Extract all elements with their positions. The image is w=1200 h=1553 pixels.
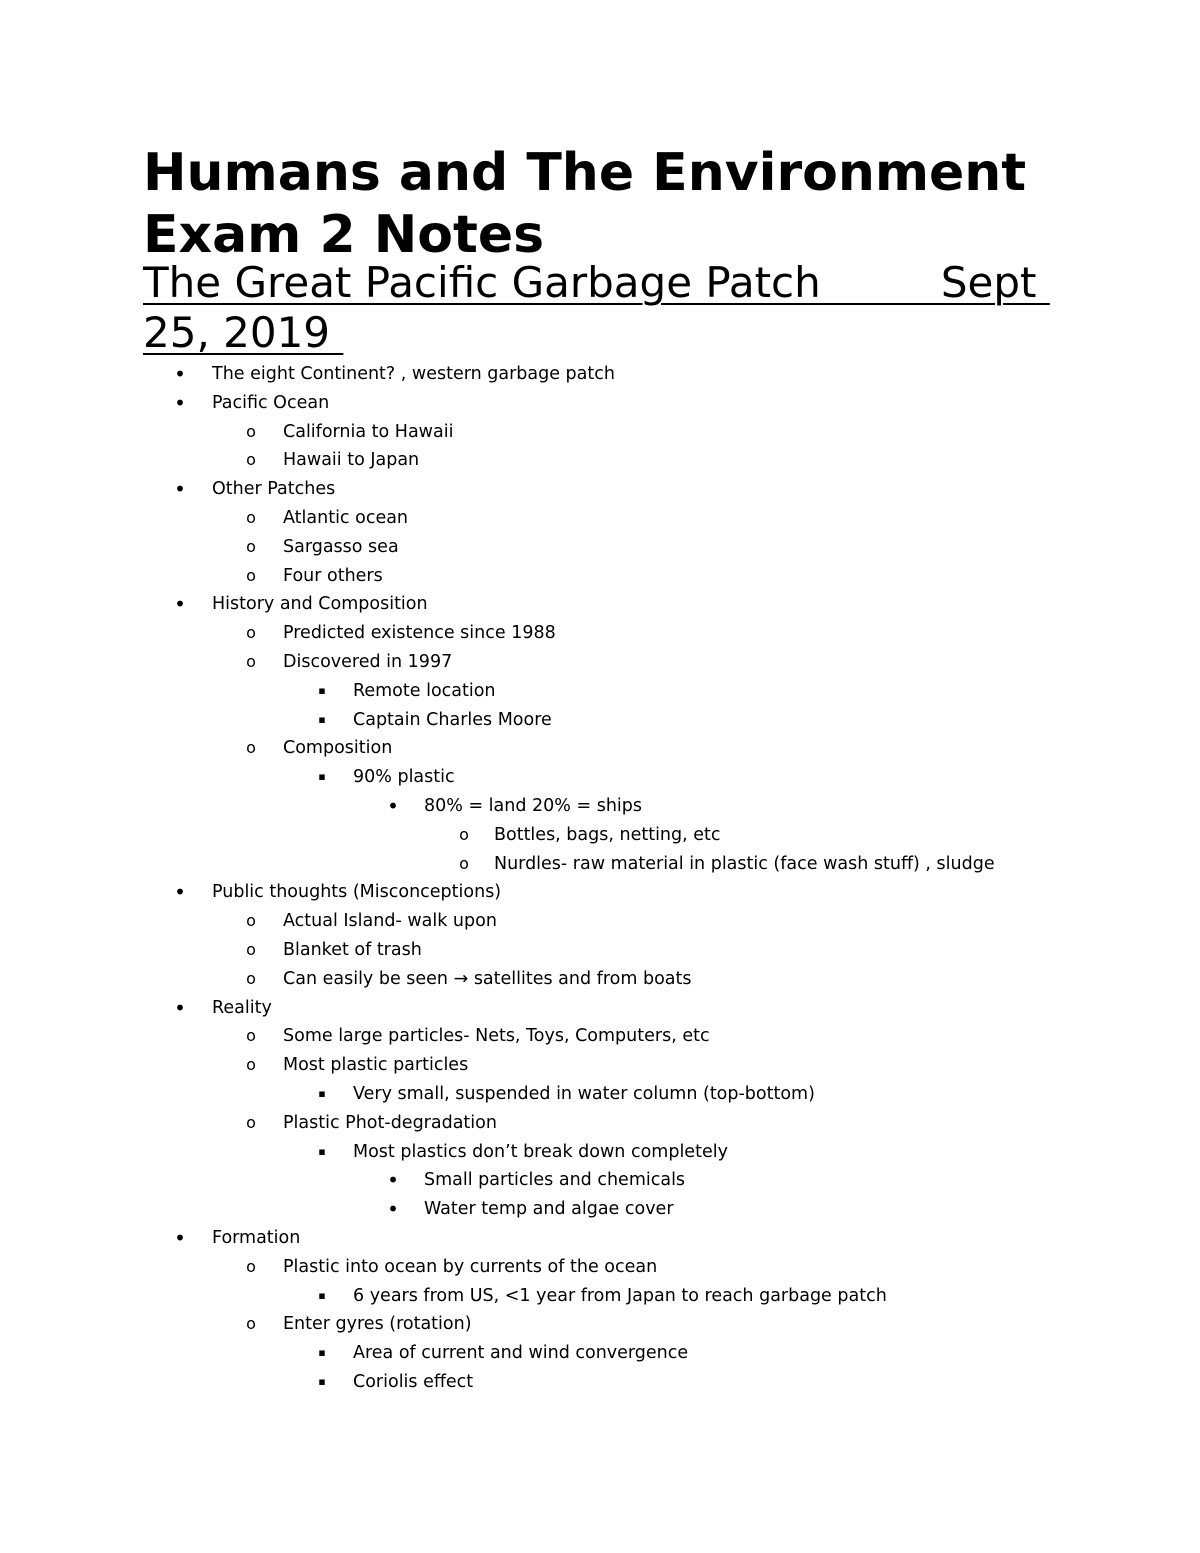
- list-item: [0, 907, 1200, 936]
- section-heading: [143, 258, 1050, 358]
- bullet-marker-icon: o: [459, 824, 469, 844]
- bullet-marker-icon: o: [246, 911, 256, 931]
- list-item: [0, 706, 1200, 735]
- list-item-text: Discovered in 1997: [283, 651, 453, 672]
- list-item: [0, 1253, 1200, 1282]
- list-item-text: Atlantic ocean: [283, 507, 409, 528]
- list-item: [0, 1195, 1200, 1224]
- list-item-text: Hawaii to Japan: [283, 450, 420, 471]
- list-item-text: Public thoughts (Misconceptions): [212, 882, 502, 903]
- list-item: [0, 1310, 1200, 1339]
- list-item: [0, 878, 1200, 907]
- list-item-text: Reality: [212, 997, 272, 1018]
- list-item-text: 90% plastic: [353, 767, 455, 788]
- list-item: [0, 792, 1200, 821]
- list-item-text: Bottles, bags, netting, etc: [494, 824, 721, 845]
- list-item: [0, 821, 1200, 850]
- bullet-marker-icon: •: [387, 1197, 399, 1222]
- bullet-marker-icon: •: [174, 390, 186, 415]
- bullet-marker-icon: ▪: [318, 1346, 326, 1360]
- bullet-marker-icon: •: [387, 793, 399, 818]
- list-item: [0, 1339, 1200, 1368]
- list-item-text: Predicted existence since 1988: [283, 623, 556, 644]
- document-title: [143, 142, 1103, 266]
- list-item-text: Can easily be seen → satellites and from boats: [283, 968, 692, 989]
- bullet-marker-icon: o: [246, 1055, 256, 1075]
- bullet-marker-icon: •: [174, 995, 186, 1020]
- list-item-text: Water temp and algae cover: [424, 1199, 674, 1220]
- bullet-marker-icon: ▪: [318, 683, 326, 697]
- section-heading-line-2: 25, 2019: [143, 308, 344, 357]
- list-item-text: Area of current and wind convergence: [353, 1343, 689, 1364]
- bullet-marker-icon: o: [459, 853, 469, 873]
- list-item: [0, 360, 1200, 389]
- list-item: [0, 734, 1200, 763]
- list-item-text: Other Patches: [212, 479, 336, 500]
- list-item-text: Plastic into ocean by currents of the ocean: [283, 1256, 658, 1277]
- list-item-text: 6 years from US, <1 year from Japan to reach garbage patch: [353, 1285, 887, 1306]
- list-item-text: Blanket of trash: [283, 939, 422, 960]
- list-item: [0, 994, 1200, 1023]
- list-item-text: Very small, suspended in water column (top-bottom): [353, 1083, 815, 1104]
- list-item: [0, 562, 1200, 591]
- bullet-marker-icon: ▪: [318, 712, 326, 726]
- bullet-marker-icon: o: [246, 536, 256, 556]
- notes-list: [0, 360, 1200, 1397]
- bullet-marker-icon: •: [174, 477, 186, 502]
- list-item: [0, 418, 1200, 447]
- list-item: [0, 446, 1200, 475]
- list-item-text: Remote location: [353, 680, 496, 701]
- list-item: [0, 1166, 1200, 1195]
- list-item-text: 80% = land 20% = ships: [424, 795, 643, 816]
- bullet-marker-icon: o: [246, 1112, 256, 1132]
- bullet-marker-icon: ▪: [318, 1374, 326, 1388]
- list-item: [0, 1051, 1200, 1080]
- bullet-marker-icon: ▪: [318, 1144, 326, 1158]
- list-item: [0, 1282, 1200, 1311]
- list-item-text: Small particles and chemicals: [424, 1170, 686, 1191]
- bullet-marker-icon: •: [174, 592, 186, 617]
- list-item: [0, 1109, 1200, 1138]
- list-item: [0, 504, 1200, 533]
- list-item-text: The eight Continent? , western garbage patch: [212, 364, 615, 384]
- bullet-marker-icon: •: [174, 880, 186, 905]
- title-line-2: Exam 2 Notes: [143, 205, 545, 265]
- bullet-marker-icon: o: [246, 1314, 256, 1334]
- bullet-marker-icon: ▪: [318, 770, 326, 784]
- list-item: [0, 677, 1200, 706]
- list-item-text: Some large particles- Nets, Toys, Computers, etc: [283, 1026, 710, 1047]
- list-item: [0, 648, 1200, 677]
- bullet-marker-icon: o: [246, 939, 256, 959]
- bullet-marker-icon: o: [246, 1026, 256, 1046]
- list-item-text: Coriolis effect: [353, 1371, 474, 1392]
- section-heading-line-1: The Great Pacific Garbage Patch Sept: [143, 258, 1050, 307]
- list-item-text: Formation: [212, 1227, 301, 1248]
- list-item-text: Actual Island- walk upon: [283, 911, 497, 932]
- list-item-text: History and Composition: [212, 594, 428, 615]
- list-item: [0, 1368, 1200, 1397]
- bullet-marker-icon: •: [387, 1168, 399, 1193]
- bullet-marker-icon: o: [246, 738, 256, 758]
- list-item: [0, 389, 1200, 418]
- list-item-text: Most plastics don’t break down completely: [353, 1141, 728, 1162]
- list-item: [0, 763, 1200, 792]
- bullet-marker-icon: o: [246, 1256, 256, 1276]
- list-item: [0, 1080, 1200, 1109]
- bullet-marker-icon: o: [246, 968, 256, 988]
- list-item: [0, 475, 1200, 504]
- bullet-marker-icon: •: [174, 1225, 186, 1250]
- bullet-marker-icon: o: [246, 623, 256, 643]
- bullet-marker-icon: o: [246, 450, 256, 470]
- list-item: [0, 1022, 1200, 1051]
- list-item-text: Nurdles- raw material in plastic (face wash stuff) , sludge: [494, 853, 995, 874]
- list-item: [0, 590, 1200, 619]
- list-item-text: Plastic Phot-degradation: [283, 1112, 497, 1133]
- list-item-text: California to Hawaii: [283, 421, 454, 442]
- list-item: [0, 850, 1200, 879]
- bullet-marker-icon: •: [174, 362, 186, 386]
- list-item: [0, 1224, 1200, 1253]
- list-item-text: Captain Charles Moore: [353, 709, 552, 730]
- bullet-marker-icon: ▪: [318, 1288, 326, 1302]
- list-item: [0, 965, 1200, 994]
- bullet-marker-icon: o: [246, 565, 256, 585]
- list-item-text: Pacific Ocean: [212, 392, 330, 413]
- list-item-text: Enter gyres (rotation): [283, 1314, 472, 1335]
- list-item: [0, 1138, 1200, 1167]
- title-line-1: Humans and The Environment: [143, 143, 1027, 203]
- list-item: [0, 533, 1200, 562]
- list-item: [0, 619, 1200, 648]
- list-item: [0, 936, 1200, 965]
- list-item-text: Sargasso sea: [283, 536, 399, 557]
- list-item-text: Four others: [283, 565, 383, 586]
- list-item-text: Composition: [283, 738, 393, 759]
- bullet-marker-icon: o: [246, 421, 256, 441]
- bullet-marker-icon: ▪: [318, 1086, 326, 1100]
- bullet-marker-icon: o: [246, 651, 256, 671]
- list-item-text: Most plastic particles: [283, 1055, 469, 1076]
- bullet-marker-icon: o: [246, 507, 256, 527]
